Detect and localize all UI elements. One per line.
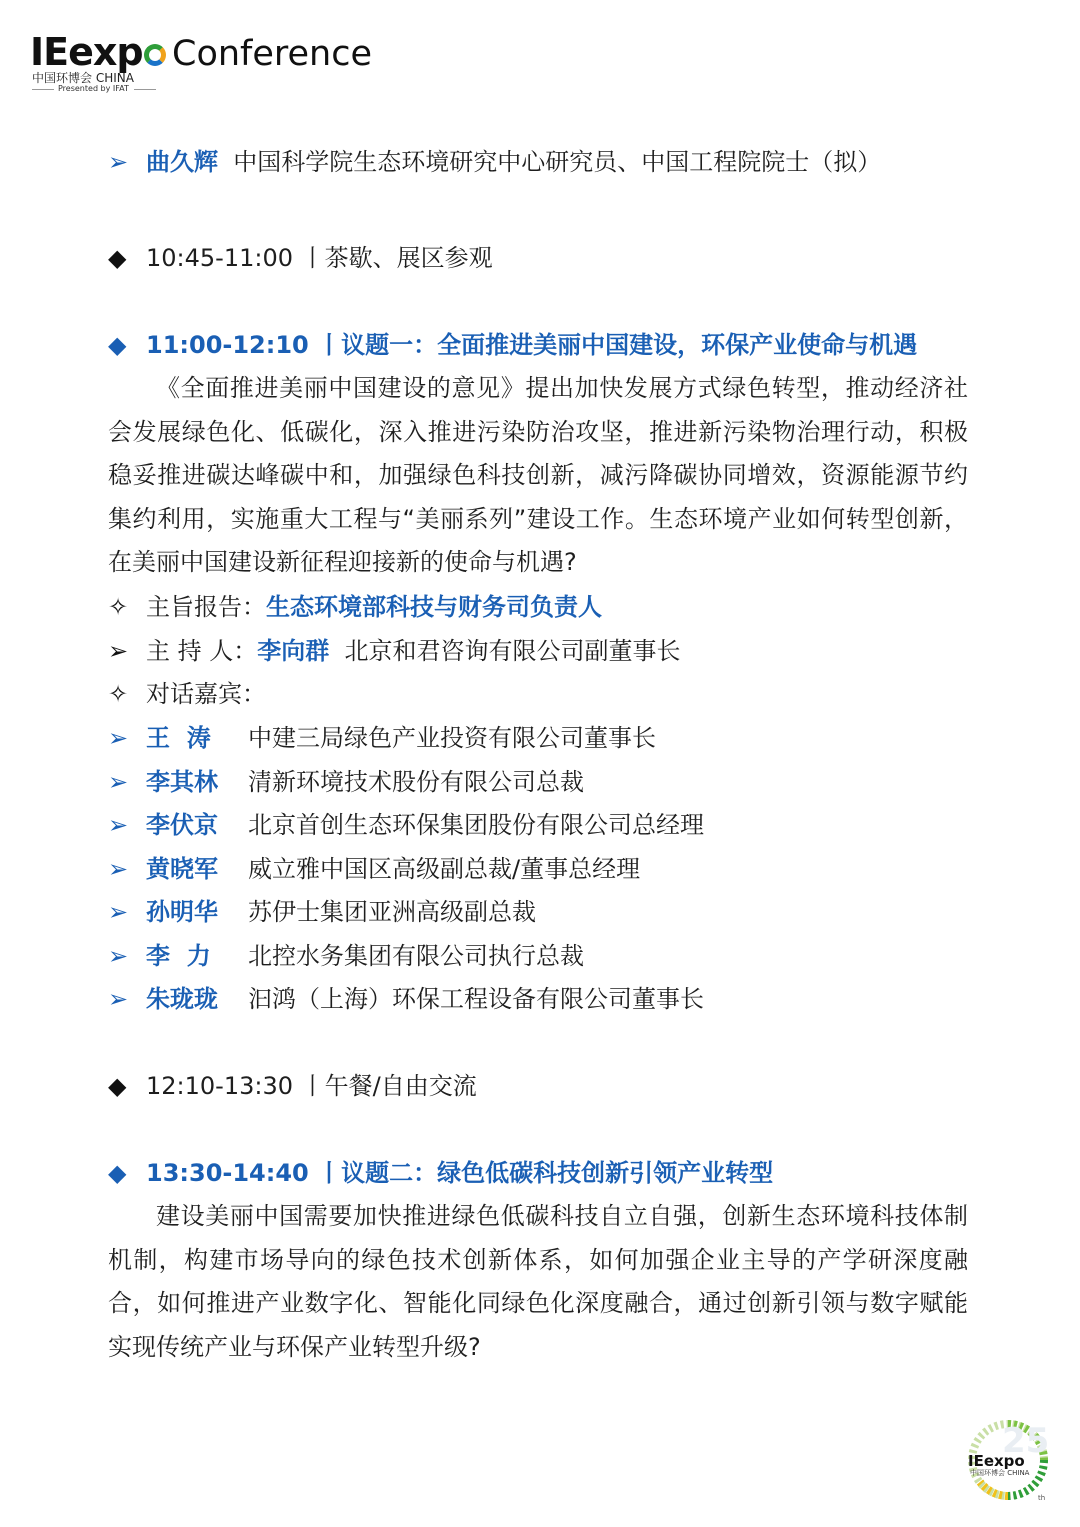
guest-title: 中建三局绿色产业投资有限公司董事长 [248, 724, 656, 752]
guest-row [108, 723, 656, 753]
star-bullet-icon: ✧ [108, 593, 129, 621]
guests-label-row [108, 679, 266, 709]
guest-row [108, 941, 584, 971]
host-row [108, 636, 681, 666]
badge-suffix: th [1038, 1494, 1046, 1502]
session-one-title: 11:00-12:10 丨议题一：全面推进美丽中国建设，环保产业使命与机遇 [146, 331, 918, 359]
guest-row [108, 767, 584, 797]
guest-title: 威立雅中国区高级副总裁/董事总经理 [248, 854, 641, 883]
arrow-bullet-icon: ➢ [108, 148, 129, 176]
speaker-name: 曲久辉 [146, 148, 218, 176]
session-two-heading [108, 1158, 773, 1188]
guest-title: 清新环境技术股份有限公司总裁 [248, 767, 584, 796]
logo-ieexpo: IEexp [30, 30, 166, 74]
arrow-bullet-icon: ➢ [108, 941, 129, 970]
keynote-value: 生态环境部科技与财务司负责人 [266, 593, 602, 621]
session-one-description: 《全面推进美丽中国建设的意见》提出加快发展方式绿色转型，推动经济社会发展绿色化、低碳化，深入推进污染防治攻坚，推进新污染物治理行动，积极稳妥推进碳达峰碳中和，加强绿色科技创新，减污降碳协同增效，资源能源节约集约利用，实施重大工程与“美丽系列”建设工作。生态环境产业如何转型创新，在美丽中国建设新征程迎接新的使命与机遇? [108, 374, 968, 576]
badge-logo-text: IEexpo [968, 1452, 1025, 1470]
keynote-row [108, 592, 602, 622]
guest-row [108, 984, 704, 1014]
logo-presented: Presented by IFAT [58, 84, 129, 93]
arrow-bullet-icon: ➢ [108, 724, 129, 752]
session-two-description: 建设美丽中国需要加快推进绿色低碳科技自立自强，创新生态环境科技体制机制，构建市场导向的绿色技术创新体系，如何加强企业主导的产学研深度融合，如何推进产业数字化、智能化同绿色化深度融合，通过创新引领与数字赋能实现传统产业与环保产业转型升级? [108, 1202, 968, 1361]
agenda-lunch-text: 12:10-13:30 丨午餐/自由交流 [146, 1072, 477, 1100]
arrow-bullet-icon: ➢ [108, 854, 129, 883]
session-two-title: 13:30-14:40 丨议题二：绿色低碳科技创新引领产业转型 [146, 1159, 774, 1187]
arrow-bullet-icon: ➢ [108, 637, 129, 665]
badge-subtitle: 中国环博会 CHINA [970, 1469, 1030, 1477]
diamond-bullet-icon: ◆ [108, 1072, 127, 1100]
diamond-bullet-icon: ◆ [108, 331, 127, 359]
guest-name: 李伏京 [146, 811, 218, 839]
agenda-break-text: 10:45-11:00 丨茶歇、展区参观 [146, 244, 493, 272]
guests-label: 对话嘉宾： [146, 680, 266, 708]
keynote-label: 主旨报告： [146, 593, 266, 621]
arrow-bullet-icon: ➢ [108, 985, 129, 1013]
agenda-lunch [108, 1071, 477, 1101]
guest-name: 李其林 [146, 767, 218, 796]
badge-number: 25 [1002, 1421, 1050, 1461]
logo-rule-right [134, 89, 156, 90]
star-bullet-icon: ✧ [108, 680, 129, 708]
guest-row [108, 810, 704, 840]
guest-row [108, 897, 536, 927]
guest-name: 朱珑珑 [146, 985, 218, 1013]
guest-title: 汩鸿（上海）环保工程设备有限公司董事长 [248, 985, 704, 1013]
arrow-bullet-icon: ➢ [108, 898, 129, 926]
arrow-bullet-icon: ➢ [108, 767, 129, 796]
host-name: 李向群 [257, 637, 330, 665]
arrow-bullet-icon: ➢ [108, 811, 129, 839]
guest-name: 李 力 [146, 941, 211, 970]
diamond-bullet-icon: ◆ [108, 244, 127, 272]
session-one-heading [108, 330, 917, 360]
speaker-qu [108, 147, 881, 177]
logo-subtitle: 中国环博会 CHINA [32, 71, 134, 85]
host-title: 北京和君咨询有限公司副董事长 [344, 637, 681, 665]
guest-title: 苏伊士集团亚洲高级副总裁 [248, 898, 536, 926]
logo-conference: Conference [172, 34, 373, 74]
logo-o-icon [144, 44, 166, 66]
diamond-bullet-icon: ◆ [108, 1159, 127, 1187]
host-label: 主 持 人： [146, 637, 258, 665]
guest-row [108, 854, 640, 884]
guest-name: 黄晓军 [146, 854, 218, 883]
guest-name: 王 涛 [146, 724, 211, 752]
guest-title: 北控水务集团有限公司执行总裁 [248, 941, 584, 970]
guest-name: 孙明华 [146, 898, 218, 926]
speaker-title: 中国科学院生态环境研究中心研究员、中国工程院院士（拟） [233, 148, 882, 176]
agenda-break [108, 243, 493, 273]
logo-rule-left [32, 89, 54, 90]
guest-title: 北京首创生态环保集团股份有限公司总经理 [248, 811, 704, 839]
